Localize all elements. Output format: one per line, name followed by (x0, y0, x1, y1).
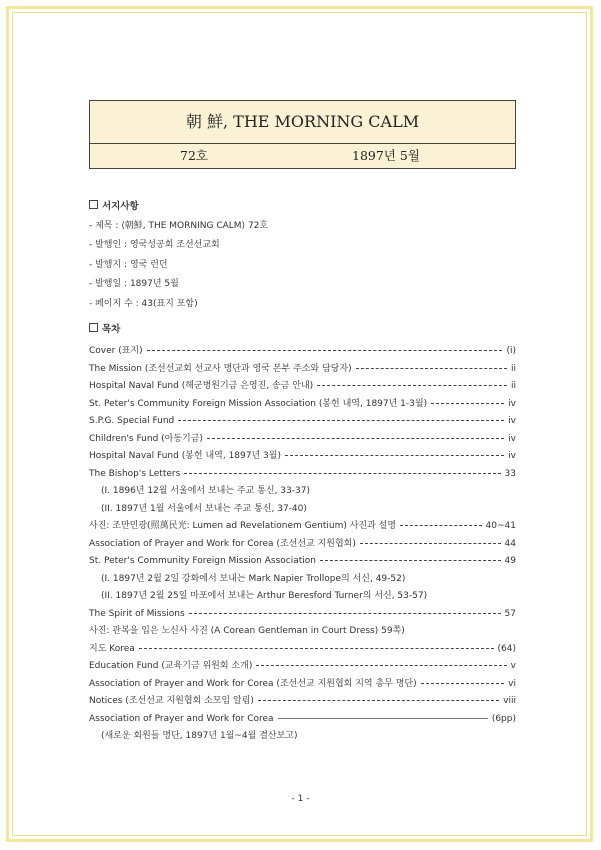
bibliography-line: - 페이지 수 : 43(표지 포함) (89, 298, 198, 309)
toc-title: Education Fund (교육기금 위원회 소개) (89, 661, 253, 671)
toc-title: Association of Prayer and Work for Corea (89, 713, 274, 724)
toc-title: 사진: 관복을 입은 노신사 사진 (A Corean Gentleman in Court Dress) 59쪽) (89, 626, 405, 636)
toc-title: (II. 1897년 1월 서울에서 보내는 주교 통신, 37-40) (101, 503, 307, 514)
toc-title: Children's Fund (아동기금) (89, 433, 203, 444)
toc-leader (139, 648, 494, 649)
toc-page: vi (508, 678, 516, 689)
bibliography-line: - 제목 : ⟨朝鮮, THE MORNING CALM⟩ 72호 (89, 220, 269, 231)
toc-row (89, 623, 516, 641)
toc-title: S.P.G. Special Fund (89, 416, 175, 426)
toc-title: Cover (표지) (89, 346, 143, 356)
toc-page: viii (503, 696, 516, 706)
contents-heading: 목차 (89, 320, 120, 340)
toc-title: The Bishop's Letters (89, 468, 181, 479)
toc-row (89, 606, 516, 624)
bibliography-line: - 발행인 : 영국성공회 조선선교회 (89, 240, 220, 250)
bibliography-heading: 서지사항 (89, 197, 268, 217)
toc-row (89, 571, 516, 589)
toc-page: iv (508, 451, 516, 461)
toc-row (89, 396, 516, 414)
toc-row (89, 431, 516, 449)
toc-leader (360, 543, 501, 544)
toc-row (89, 676, 516, 694)
toc-row (89, 658, 516, 676)
toc-page: 57 (504, 608, 516, 619)
toc-page: ii (510, 381, 516, 391)
toc-title: St. Peter's Community Foreign Mission Association (89, 556, 316, 566)
toc-row (89, 466, 516, 484)
toc-page: iv (508, 398, 516, 409)
toc-title: (II. 1897년 2월 25일 마포에서 보내는 Arthur Beresford Turner의 서신, 53-57) (101, 591, 428, 601)
toc-title: Association of Prayer and Work for Corea (조선선교 지원협회 지역 총무 명단) (89, 678, 417, 689)
toc-row (89, 588, 516, 606)
toc-leader (256, 665, 506, 666)
toc-title: The Mission (조선선교회 선교사 명단과 영국 본부 주소와 담당자) (89, 363, 352, 374)
issue-date: 1897년 5월 (352, 148, 420, 163)
toc-row (89, 361, 516, 379)
toc-page: iv (508, 416, 516, 426)
toc-title: Association of Prayer and Work for Corea (조선선교 지원협회) (89, 538, 356, 549)
toc-row (89, 413, 516, 431)
toc-row (89, 448, 516, 466)
square-bullet-icon (89, 323, 98, 332)
toc-leader (285, 455, 504, 456)
toc-title: 지도 Korea (89, 643, 135, 654)
document-title: 朝 鮮, THE MORNING CALM (90, 101, 515, 144)
toc-row (89, 536, 516, 554)
toc-row (89, 501, 516, 519)
toc-leader (184, 473, 500, 474)
toc-title: (I. 1896년 12월 서울에서 보내는 주교 통신, 33-37) (101, 486, 310, 496)
toc-page: v (510, 661, 516, 671)
toc-title: (I. 1897년 2월 2일 강화에서 보내는 Mark Napier Trollope의 서신, 49-52) (101, 573, 406, 584)
toc-leader (207, 438, 504, 439)
title-box (89, 100, 516, 169)
toc-row (89, 518, 516, 536)
toc-page: (6pp) (491, 713, 516, 724)
toc-page: 49 (504, 556, 516, 566)
toc-page: 33 (504, 468, 516, 479)
toc-row (89, 483, 516, 501)
square-bullet-icon (89, 200, 98, 209)
bibliography-section (89, 197, 268, 314)
toc-title: Notices (조선선교 지원협회 소모임 알림) (89, 696, 254, 706)
bibliography-line: - 발행일 : 1897년 5월 (89, 279, 179, 289)
toc-title: Hospital Naval Fund (해군병원기금 은영진, 송금 안내) (89, 381, 314, 391)
toc-page: 44 (504, 538, 516, 549)
toc-title: 사진: 조만민광(照萬民光: Lumen ad Revelationem Gentium) 사진과 설명 (89, 521, 397, 531)
toc-leader (278, 718, 488, 719)
issue-number: 72호 (180, 148, 208, 163)
toc-row (89, 553, 516, 571)
issue-row (90, 144, 515, 168)
toc-row (89, 728, 516, 746)
toc-row (89, 378, 516, 396)
toc-row (89, 641, 516, 659)
toc-title: (새로운 회원들 명단, 1897년 1월~4월 결산보고) (101, 731, 298, 741)
toc-page: 40~41 (485, 521, 516, 531)
toc-row (89, 343, 516, 361)
toc-page: (i) (506, 346, 516, 356)
toc-leader (189, 613, 501, 614)
toc-title: St. Peter's Community Foreign Mission Association (봉헌 내역, 1897년 1-3월) (89, 398, 428, 409)
toc-leader (147, 350, 503, 351)
table-of-contents (89, 343, 516, 746)
toc-leader (317, 385, 507, 386)
toc-leader (400, 525, 481, 526)
toc-title: Hospital Naval Fund (봉헌 내역, 1897년 3월) (89, 451, 281, 461)
toc-row (89, 693, 516, 711)
toc-row (89, 711, 516, 729)
toc-page: (64) (497, 643, 516, 654)
toc-leader (431, 403, 504, 404)
toc-title: The Spirit of Missions (89, 608, 185, 619)
bibliography-line: - 발행지 : 영국 런던 (89, 259, 168, 270)
toc-page: iv (508, 433, 516, 444)
toc-leader (356, 368, 507, 369)
toc-page: ii (510, 363, 516, 374)
toc-leader (320, 560, 501, 561)
page-number: - 1 - (291, 794, 310, 804)
contents-heading-wrap (89, 320, 120, 340)
toc-leader (421, 683, 505, 684)
toc-leader (178, 420, 504, 421)
toc-leader (258, 700, 499, 701)
